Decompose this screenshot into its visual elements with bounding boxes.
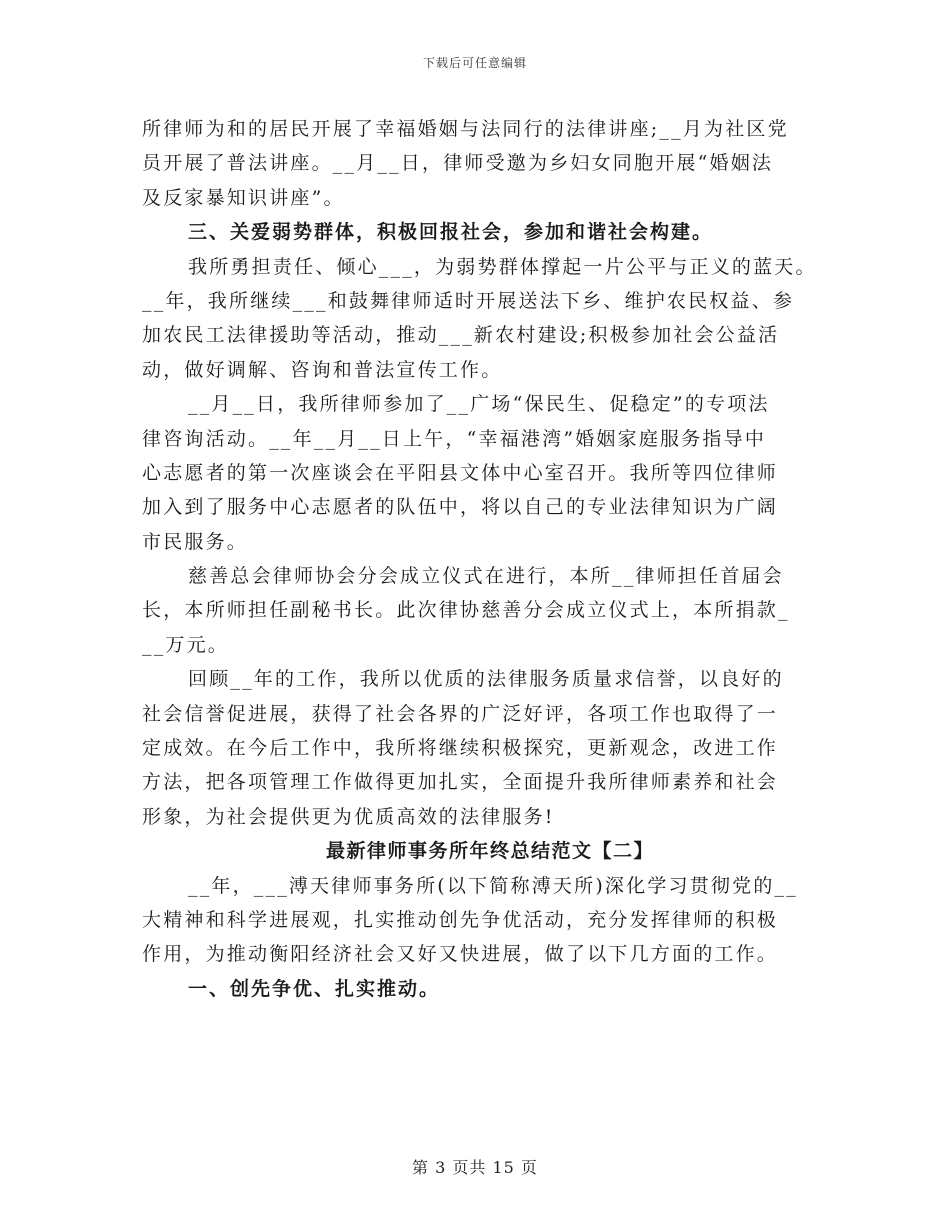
paragraph-first-line: 慈善总会律师协会分会成立仪式在进行，本所__律师担任首届会 xyxy=(188,565,784,588)
paragraph-line: 作用，为推动衡阳经济社会又好又快进展，做了以下几方面的工作。 xyxy=(142,943,779,966)
page-footer: 第 3 页共 15 页 xyxy=(412,1158,538,1177)
page-header: 下载后可任意编辑 xyxy=(422,56,527,70)
paragraph-first-line: __年，___溥天律师事务所(以下简称溥天所)深化学习贯彻党的__ xyxy=(188,874,798,897)
paragraph-line: 所律师为和的居民开展了幸福婚姻与法同行的法律讲座;__月为社区党 xyxy=(142,118,789,140)
paragraph-line: 员开展了普法讲座。__月__日，律师受邀为乡妇女同胞开展“婚姻法 xyxy=(142,152,774,175)
paragraph-line: 市民服务。 xyxy=(142,530,249,553)
paragraph-line: __万元。 xyxy=(142,633,230,656)
paragraph-line: 动，做好调解、咨询和普法宣传工作。 xyxy=(142,358,503,381)
document-title: 最新律师事务所年终总结范文【二】 xyxy=(325,840,654,863)
paragraph-first-line: 回顾__年的工作，我所以优质的法律服务质量求信誉，以良好的 xyxy=(188,668,784,691)
paragraph-first-line: __月__日，我所律师参加了__广场“保民生、促稳定”的专项法 xyxy=(188,393,770,416)
paragraph-first-line: 我所勇担责任、倾心___，为弱势群体撑起一片公平与正义的蓝天。 xyxy=(188,255,817,278)
paragraph-line: 社会信誉促进展，获得了社会各界的广泛好评，各项工作也取得了一 xyxy=(142,702,779,725)
section-heading: 一、创先争优、扎实推动。 xyxy=(188,977,441,1000)
paragraph-line: 心志愿者的第一次座谈会在平阳县文体中心室召开。我所等四位律师 xyxy=(142,461,779,484)
paragraph-line: 律咨询活动。__年__月__日上午，“幸福港湾”婚姻家庭服务指导中 xyxy=(142,427,767,450)
paragraph-line: 定成效。在今后工作中，我所将继续积极探究，更新观念，改进工作 xyxy=(142,737,779,760)
paragraph-line: 方法，把各项管理工作做得更加扎实，全面提升我所律师素养和社会 xyxy=(142,771,779,794)
paragraph-line: 加农民工法律援助等活动，推动___新农村建设;积极参加社会公益活 xyxy=(142,324,780,347)
paragraph-line: __年，我所继续___和鼓舞律师适时开展送法下乡、维护农民权益、参 xyxy=(142,289,795,312)
paragraph-line: 长，本所师担任副秘书长。此次律协慈善分会成立仪式上，本所捐款_ xyxy=(142,599,790,622)
paragraph-line: 大精神和科学进展观，扎实推动创先争优活动，充分发挥律师的积极 xyxy=(142,908,779,931)
document-body xyxy=(142,112,817,1006)
paragraph-line: 形象，为社会提供更为优质高效的法律服务! xyxy=(142,805,555,828)
paragraph-line: 及反家暴知识讲座”。 xyxy=(142,186,345,209)
paragraph-line: 加入到了服务中心志愿者的队伍中，将以自己的专业法律知识为广阔 xyxy=(142,496,779,519)
section-heading: 三、关爱弱势群体，积极回报社会，参加和谐社会构建。 xyxy=(188,221,714,244)
